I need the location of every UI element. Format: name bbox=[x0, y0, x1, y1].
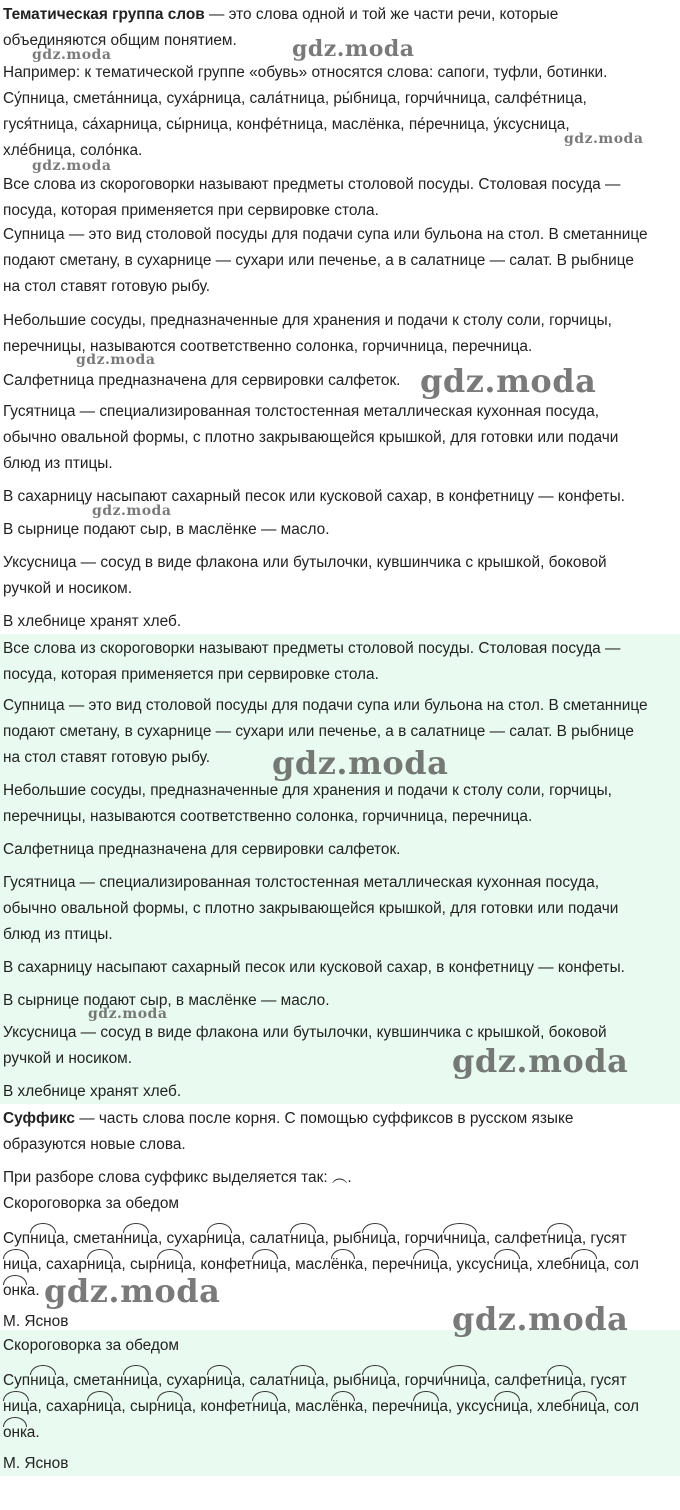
watermark: gdz.moda bbox=[88, 1006, 168, 1022]
paragraph: В хлебнице хранят хлеб. bbox=[3, 613, 182, 630]
suffix-highlight: ниц bbox=[207, 1226, 233, 1252]
paragraph: Гусятница — специализированная толстостенная металлическая кухонная посуда, bbox=[3, 403, 600, 420]
paragraph: Уксусница — сосуд в виде флакона или бутылочки, кувшинчика с крышкой, боковой bbox=[3, 1024, 607, 1041]
paragraph: блюд из птицы. bbox=[3, 455, 113, 472]
stress-words-line: Су́пница, смета́нница, суха́рница, сала́тница, ры́бница, горчи́чница, салфе́тница, bbox=[3, 90, 587, 107]
paragraph: Все слова из скороговорки называют предметы столовой посуды. Столовая посуда — bbox=[3, 640, 621, 657]
suffix-highlight: ниц bbox=[413, 1394, 439, 1420]
suffix-highlight: ниц bbox=[413, 1252, 439, 1278]
poem-word: перечница, bbox=[372, 1398, 457, 1415]
suffix-highlight: ниц bbox=[547, 1368, 573, 1394]
parse-note: При разборе слова суффикс выделяется так: ︵. bbox=[3, 1169, 352, 1186]
suffix-highlight: ниц bbox=[362, 1226, 388, 1252]
poem-word: сахарница, bbox=[46, 1398, 130, 1415]
paragraph: подают сметану, в сухарнице — сухари или печенье, а в салатнице — салат. В рыбнице bbox=[3, 252, 634, 269]
poem-word: сухарница, bbox=[167, 1230, 250, 1247]
paragraph: Уксусница — сосуд в виде флакона или бутылочки, кувшинчика с крышкой, боковой bbox=[3, 554, 607, 571]
paragraph: Салфетница предназначена для сервировки салфеток. bbox=[3, 841, 401, 858]
poem-word: салатница, bbox=[250, 1372, 334, 1389]
suffix-highlight: ниц bbox=[87, 1394, 113, 1420]
suffix-highlight: ниц bbox=[571, 1252, 597, 1278]
poem-word: уксусница, bbox=[456, 1256, 537, 1273]
watermark: gdz.moda bbox=[564, 131, 644, 147]
poem-author: М. Яснов bbox=[3, 1313, 69, 1330]
suffix-highlight: ниц bbox=[290, 1226, 316, 1252]
watermark: gdz.moda bbox=[32, 47, 112, 63]
poem-word: сметанница, bbox=[73, 1372, 166, 1389]
definition-line-2: объединяются общим понятием. bbox=[3, 32, 237, 49]
paragraph: В хлебнице хранят хлеб. bbox=[3, 1083, 182, 1100]
suffix-highlight: чниц bbox=[443, 1226, 477, 1252]
term-bold: Суффикс bbox=[3, 1110, 75, 1127]
paragraph: В сахарницу насыпают сахарный песок или кусковой сахар, в конфетницу — конфеты. bbox=[3, 959, 625, 976]
suffix-highlight: ниц bbox=[3, 1394, 29, 1420]
suffix-highlight: ниц bbox=[494, 1252, 520, 1278]
suffix-mark-icon: ︵ bbox=[331, 1169, 348, 1186]
suffix-highlight: ниц bbox=[123, 1368, 149, 1394]
watermark: gdz.moda bbox=[452, 1042, 629, 1080]
poem-line bbox=[3, 1394, 680, 1420]
poem-word: сырница, bbox=[130, 1256, 200, 1273]
suffix-highlight: ниц bbox=[494, 1394, 520, 1420]
suffix-highlight: ниц bbox=[571, 1394, 597, 1420]
poem-word: салатница, bbox=[250, 1230, 334, 1247]
suffix-highlight: ниц bbox=[123, 1226, 149, 1252]
watermark: gdz.moda bbox=[420, 362, 597, 400]
paragraph: Небольшие сосуды, предназначенные для хранения и подачи к столу соли, горчицы, bbox=[3, 782, 612, 799]
paragraph: Супница — это вид столовой посуды для подачи супа или бульона на стол. В сметаннице bbox=[3, 697, 648, 714]
suffix-highlight: ниц bbox=[547, 1226, 573, 1252]
poem-word: хлебница, сол bbox=[537, 1398, 639, 1415]
suffix-highlight: ниц bbox=[87, 1252, 113, 1278]
paragraph: посуда, которая применяется при сервировке стола. bbox=[3, 666, 379, 683]
poem-block-highlighted bbox=[0, 1330, 680, 1476]
paragraph: Салфетница предназначена для сервировки салфеток. bbox=[3, 372, 401, 389]
paragraph: блюд из птицы. bbox=[3, 926, 113, 943]
poem-word: онка. bbox=[3, 1282, 40, 1299]
poem-word: ница, bbox=[3, 1256, 46, 1273]
stress-words-line: хле́бница, соло́нка. bbox=[3, 142, 143, 159]
poem-word: горчичница, bbox=[405, 1230, 495, 1247]
paragraph: обычно овальной формы, с плотно закрывающейся крышкой, для готовки или подачи bbox=[3, 429, 619, 446]
watermark: gdz.moda bbox=[92, 503, 172, 519]
stress-words-line: гуся́тница, са́харница, сы́рница, конфе́тница, маслёнка, пе́речница, у́ксусница, bbox=[3, 116, 570, 133]
poem-line bbox=[3, 1252, 680, 1278]
paragraph: перечницы, называются соответственно солонка, горчичница, перечница. bbox=[3, 808, 533, 825]
paragraph: посуда, которая применяется при сервировке стола. bbox=[3, 202, 379, 219]
poem-word: маслёнка, bbox=[295, 1398, 372, 1415]
suffix-highlight: ёнк bbox=[331, 1252, 355, 1278]
watermark: gdz.moda bbox=[452, 1300, 629, 1338]
suffix-highlight: ниц bbox=[3, 1252, 29, 1278]
suffix-highlight: ниц bbox=[30, 1368, 56, 1394]
poem-word: конфетница, bbox=[200, 1256, 295, 1273]
suffix-highlight: чниц bbox=[443, 1368, 477, 1394]
poem-word: горчичница, bbox=[405, 1372, 495, 1389]
poem-title: Скороговорка за обедом bbox=[3, 1195, 180, 1212]
poem-word: онка. bbox=[3, 1424, 40, 1441]
suffix-definition-2: образуются новые слова. bbox=[3, 1136, 186, 1153]
paragraph: перечницы, называются соответственно солонка, горчичница, перечница. bbox=[3, 338, 533, 355]
poem-word: ница, bbox=[3, 1398, 46, 1415]
suffix-highlight: ниц bbox=[252, 1252, 278, 1278]
paragraph: Все слова из скороговорки называют предметы столовой посуды. Столовая посуда — bbox=[3, 176, 621, 193]
poem-word: сырница, bbox=[130, 1398, 200, 1415]
poem-word: рыбница, bbox=[333, 1230, 404, 1247]
answer-block-highlighted bbox=[0, 634, 680, 1104]
suffix-highlight: онк bbox=[3, 1278, 27, 1304]
definition-line: Тематическая группа слов — это слова одной и той же части речи, которые bbox=[3, 6, 559, 23]
poem-word: Супница, bbox=[3, 1372, 73, 1389]
poem-author: М. Яснов bbox=[3, 1455, 69, 1472]
watermark: gdz.moda bbox=[272, 744, 449, 782]
paragraph: подают сметану, в сухарнице — сухари или печенье, а в салатнице — салат. В рыбнице bbox=[3, 723, 634, 740]
poem-word: перечница, bbox=[372, 1256, 457, 1273]
poem-word: уксусница, bbox=[456, 1398, 537, 1415]
poem-word: рыбница, bbox=[333, 1372, 404, 1389]
paragraph: на стол ставят готовую рыбу. bbox=[3, 749, 210, 766]
answer-block-plain bbox=[0, 0, 680, 634]
poem-word: сухарница, bbox=[167, 1372, 250, 1389]
poem-word: конфетница, bbox=[200, 1398, 295, 1415]
paragraph: Небольшие сосуды, предназначенные для хранения и подачи к столу соли, горчицы, bbox=[3, 312, 612, 329]
suffix-highlight: ниц bbox=[30, 1226, 56, 1252]
watermark: gdz.moda bbox=[292, 36, 415, 62]
poem-title: Скороговорка за обедом bbox=[3, 1337, 180, 1354]
poem-line bbox=[3, 1278, 680, 1304]
paragraph: ручкой и носиком. bbox=[3, 580, 132, 597]
suffix-definition: Суффикс — часть слова после корня. С помощью суффиксов в русском языке bbox=[3, 1110, 574, 1127]
suffix-highlight: ниц bbox=[207, 1368, 233, 1394]
suffix-highlight: ёнк bbox=[331, 1394, 355, 1420]
paragraph: обычно овальной формы, с плотно закрывающейся крышкой, для готовки или подачи bbox=[3, 900, 619, 917]
paragraph: Супница — это вид столовой посуды для подачи супа или бульона на стол. В сметаннице bbox=[3, 226, 648, 243]
poem-word: маслёнка, bbox=[295, 1256, 372, 1273]
poem-word: салфетница, гусят bbox=[494, 1372, 626, 1389]
example-line: Например: к тематической группе «обувь» относятся слова: сапоги, туфли, ботинки. bbox=[3, 64, 608, 81]
term-bold: Тематическая группа слов bbox=[3, 6, 205, 23]
poem-line bbox=[3, 1420, 680, 1446]
poem-word: салфетница, гусят bbox=[494, 1230, 626, 1247]
suffix-highlight: ниц bbox=[157, 1394, 183, 1420]
poem-word: сахарница, bbox=[46, 1256, 130, 1273]
suffix-highlight: ниц bbox=[290, 1368, 316, 1394]
suffix-highlight: ниц bbox=[157, 1252, 183, 1278]
paragraph: В сырнице подают сыр, в маслёнке — масло. bbox=[3, 992, 330, 1009]
poem-word: сметанница, bbox=[73, 1230, 166, 1247]
suffix-highlight: ниц bbox=[252, 1394, 278, 1420]
poem-word: Супница, bbox=[3, 1230, 73, 1247]
suffix-highlight: ниц bbox=[362, 1368, 388, 1394]
paragraph: В сырнице подают сыр, в маслёнке — масло. bbox=[3, 521, 330, 538]
watermark: gdz.moda bbox=[76, 352, 156, 368]
paragraph: на стол ставят готовую рыбу. bbox=[3, 278, 210, 295]
paragraph: Гусятница — специализированная толстостенная металлическая кухонная посуда, bbox=[3, 874, 600, 891]
suffix-highlight: онк bbox=[3, 1420, 27, 1446]
paragraph: В сахарницу насыпают сахарный песок или кусковой сахар, в конфетницу — конфеты. bbox=[3, 488, 625, 505]
watermark: gdz.moda bbox=[44, 1272, 221, 1310]
paragraph: ручкой и носиком. bbox=[3, 1050, 132, 1067]
suffix-block bbox=[0, 1104, 680, 1330]
poem-word: хлебница, сол bbox=[537, 1256, 639, 1273]
watermark: gdz.moda bbox=[32, 158, 112, 174]
